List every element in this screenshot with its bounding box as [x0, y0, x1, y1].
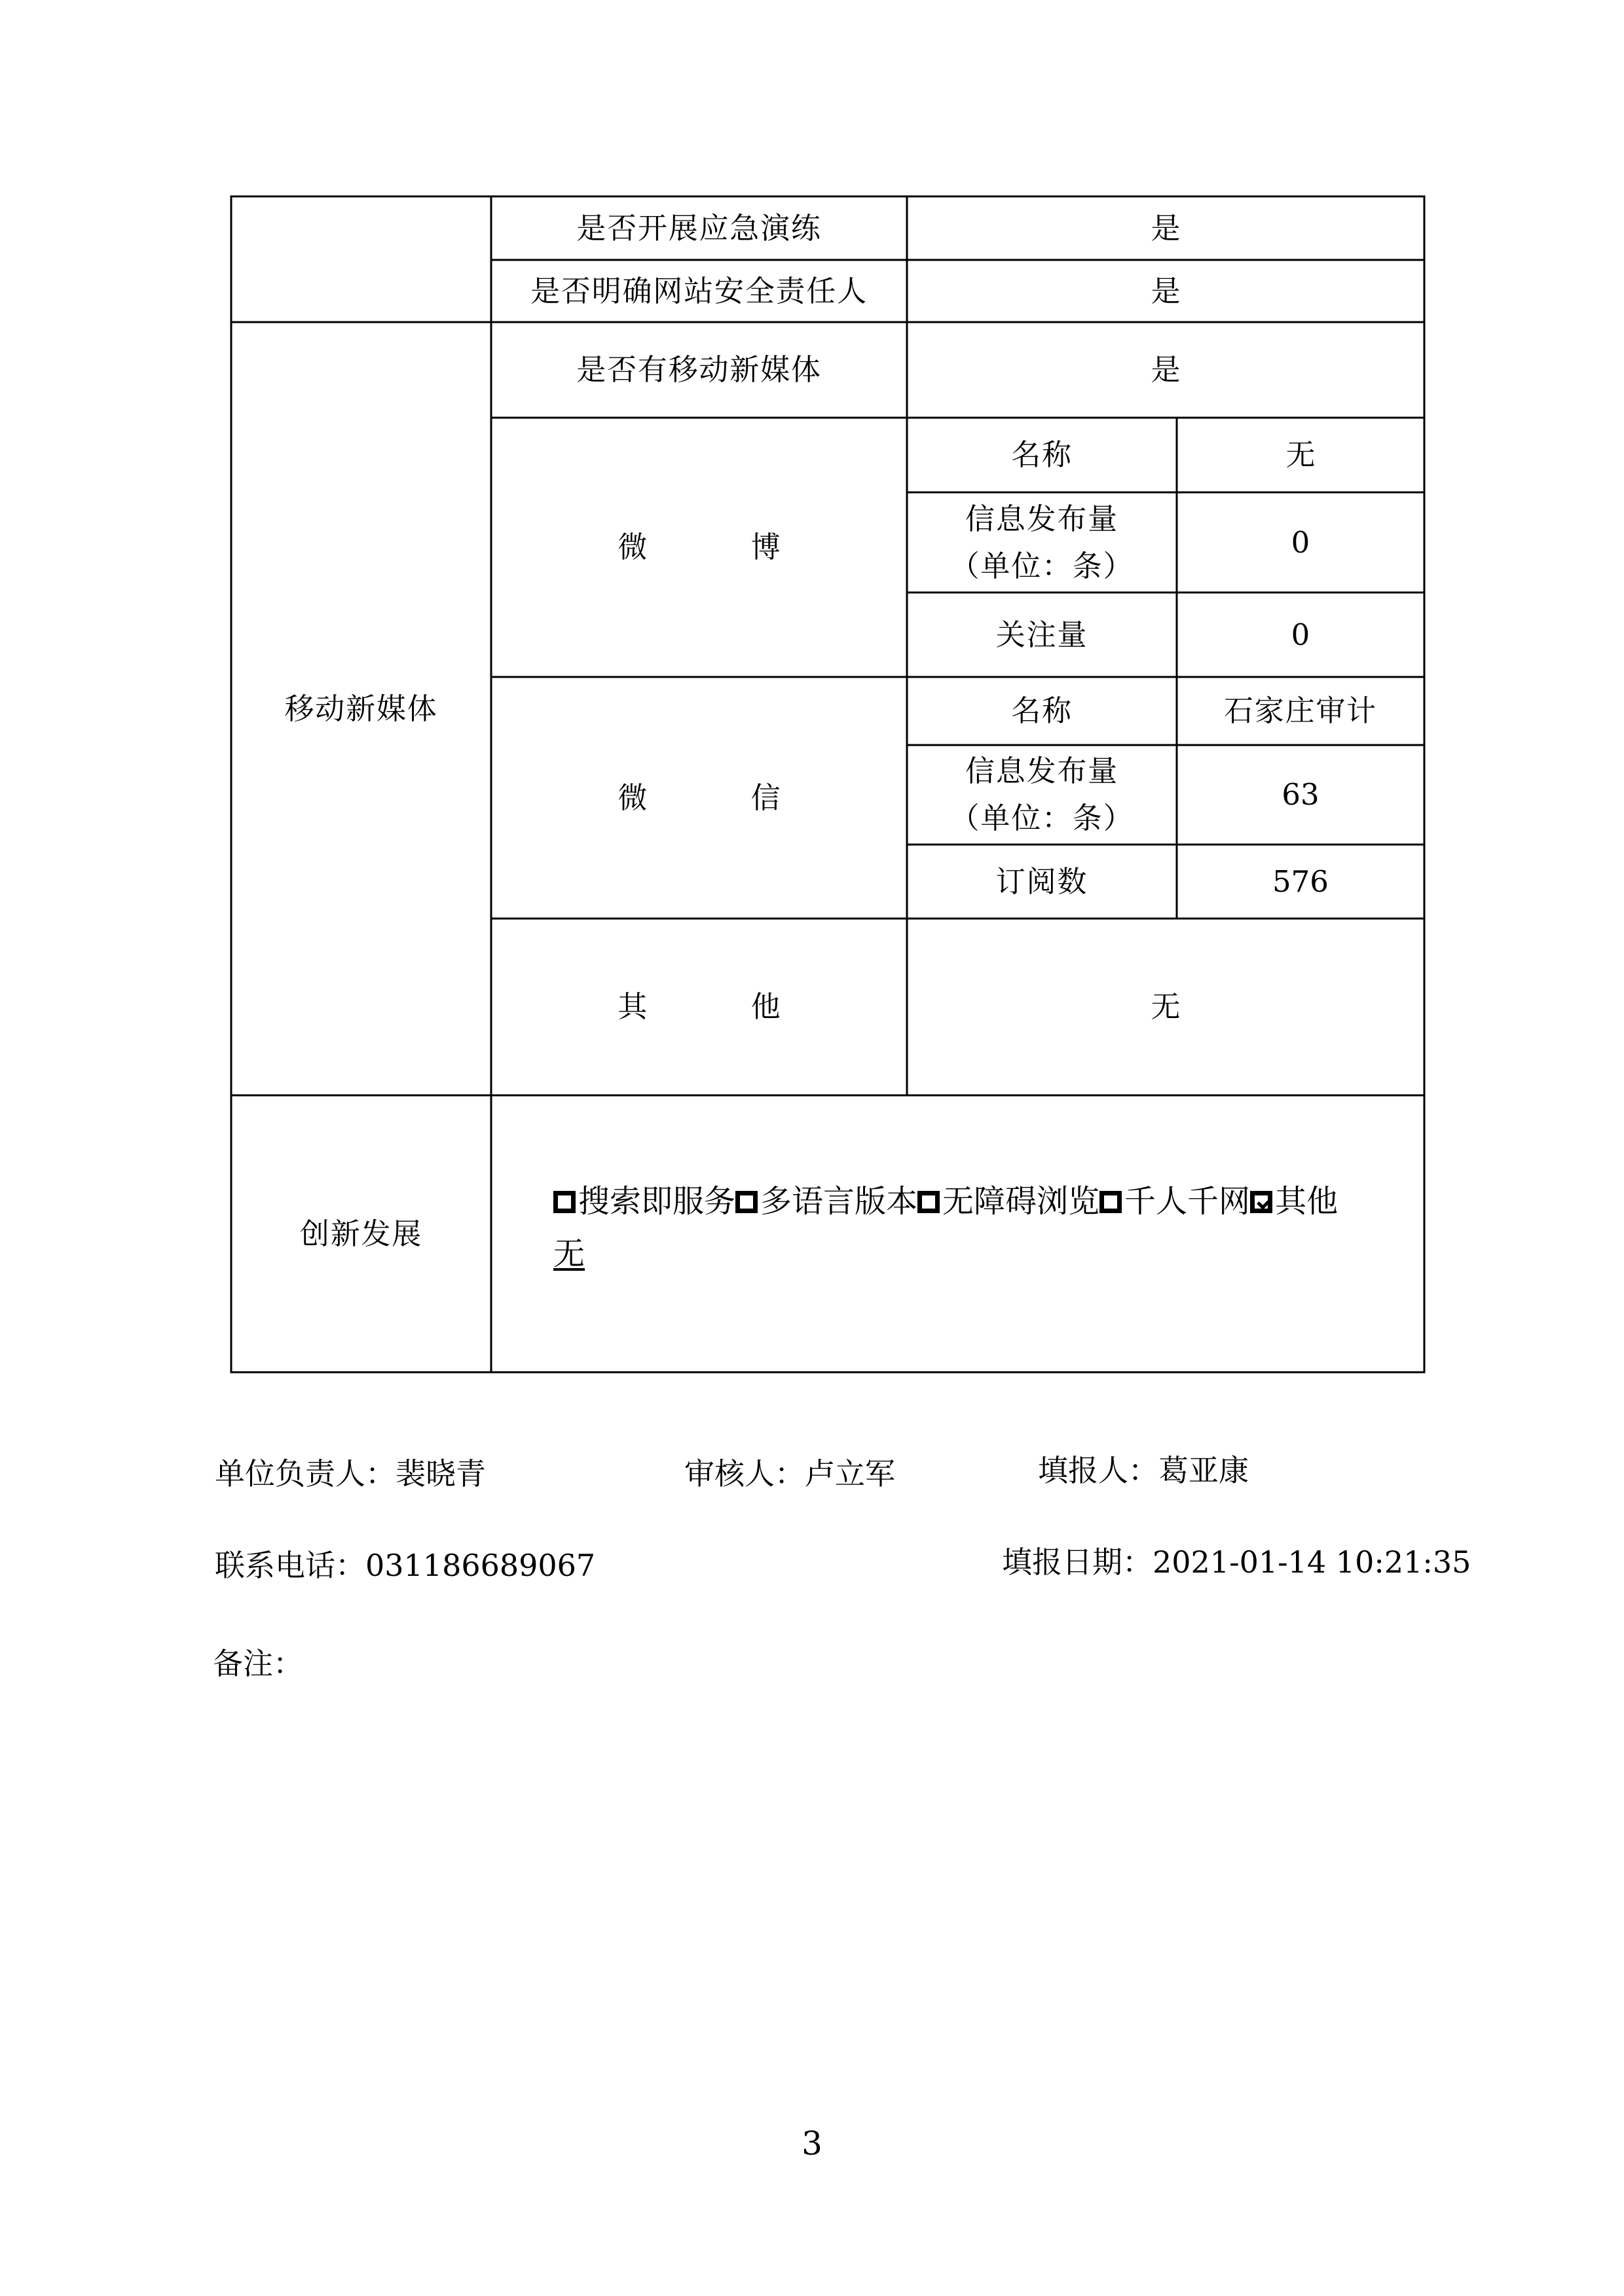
option-search-service: 搜索即服务: [578, 1183, 736, 1220]
wechat-publish-label: 信息发布量 （单位：条）: [950, 754, 1134, 835]
weibo-follow-label: 关注量: [995, 617, 1088, 652]
other-value: 无: [1151, 989, 1181, 1024]
wechat-name-label: 名称: [1011, 693, 1073, 728]
innovation-other-text: 无: [553, 1235, 585, 1272]
option-multilang: 多语言版本: [760, 1183, 918, 1220]
fill-date: 填报日期：2021-01-14 10:21:35: [1002, 1544, 1471, 1580]
checkbox-icon[interactable]: [553, 1191, 576, 1213]
option-other: 其他: [1275, 1183, 1338, 1220]
weibo-name-value: 无: [1285, 437, 1316, 472]
weibo-label: 微 博: [618, 530, 828, 564]
checkbox-icon[interactable]: [735, 1191, 758, 1213]
other-label: 其 他: [618, 989, 828, 1024]
checked-checkbox-icon[interactable]: [1250, 1191, 1272, 1213]
responsible-label: 是否明确网站安全责任人: [530, 273, 868, 308]
weibo-publish-value: 0: [1291, 524, 1310, 560]
wechat-sub-value: 576: [1272, 864, 1329, 899]
wechat-name-value: 石家庄审计: [1223, 693, 1377, 728]
unit-head: 单位负责人：裴晓青: [215, 1456, 486, 1491]
phone: 联系电话：031186689067: [215, 1548, 596, 1583]
weibo-follow-value: 0: [1291, 617, 1310, 652]
reviewer: 审核人：卢立军: [684, 1456, 895, 1491]
checkbox-icon[interactable]: [917, 1191, 940, 1213]
weibo-publish-label: 信息发布量 （单位：条）: [950, 501, 1134, 583]
option-accessibility: 无障碍浏览: [942, 1183, 1100, 1220]
has-mobile-value: 是: [1151, 352, 1181, 387]
drill-value: 是: [1151, 210, 1181, 246]
filler: 填报人：葛亚康: [1038, 1453, 1249, 1488]
innovation-options: [553, 1175, 1424, 1280]
wechat-sub-label: 订阅数: [995, 864, 1088, 899]
checkbox-icon[interactable]: [1099, 1191, 1122, 1213]
remark-label: 备注：: [213, 1646, 303, 1681]
drill-label: 是否开展应急演练: [576, 210, 822, 246]
wechat-publish-value: 63: [1282, 777, 1320, 812]
has-mobile-label: 是否有移动新媒体: [576, 352, 822, 387]
weibo-name-label: 名称: [1011, 437, 1073, 472]
responsible-value: 是: [1151, 273, 1181, 308]
page-number: 3: [802, 2124, 822, 2162]
innovation-section-label: 创新发展: [299, 1216, 423, 1251]
option-personalized: 千人千网: [1124, 1183, 1251, 1220]
mobile-section-label: 移动新媒体: [284, 691, 438, 726]
wechat-label: 微 信: [618, 780, 828, 815]
